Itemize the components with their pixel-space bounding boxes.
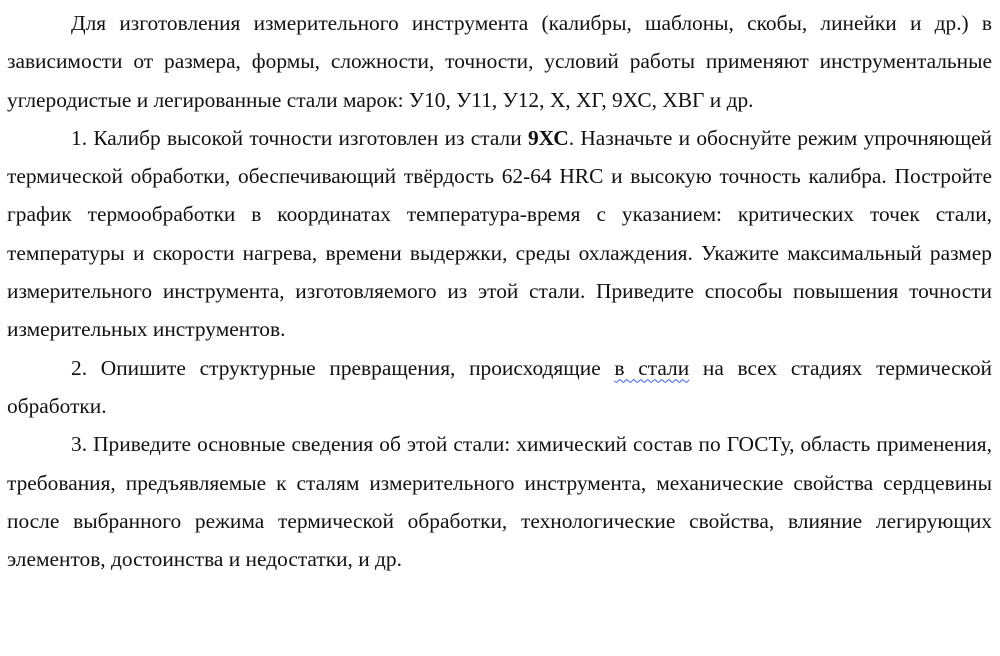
- task-2-text-end: на всех стадиях термической обработки.: [7, 355, 993, 418]
- task-1-text-end: . Назначьте и обоснуйте режим упрочняющей термической обработки, обеспечивающий твёрдость 62-64 HRC и высокую точность калибра. Постройте график термообработки в координатах температура-время с указанием: критических точек стали, температуры и скорости нагрева, времени выдержки, среды охлаждения. Укажите максимальный размер измерительного инструмента, изготовляемого из этой стали. Приведите способы повышения точности измерительных инструментов.: [7, 125, 993, 342]
- task-3-paragraph: 3. Приведите основные сведения об этой стали: химический состав по ГОСТу, область применения, требования, предъявляемые к сталям измерительного инструмента, механические свойства сердцевины после выбранного режима термической обработки, технологические свойства, влияние легирующих элементов, достоинства и недостатки, и др.: [7, 432, 992, 572]
- task-2-text-start: 2. Опишите структурные превращения, происходящие: [71, 355, 615, 380]
- grammar-flagged-phrase[interactable]: в стали: [614, 355, 690, 380]
- task-2-paragraph: [7, 349, 992, 426]
- intro-paragraph: Для изготовления измерительного инструмента (калибры, шаблоны, скобы, линейки и др.) в зависимости от размера, формы, сложности, точности, условий работы применяют инструментальные углеродистые и легированные стали марок: У10, У11, У12, Х, ХГ, 9ХС, ХВГ и др.: [7, 11, 992, 112]
- task-1-text-start: 1. Калибр высокой точности изготовлен из стали: [71, 125, 528, 150]
- steel-grade-bold: 9ХС: [527, 125, 569, 150]
- task-1-paragraph: [7, 119, 992, 349]
